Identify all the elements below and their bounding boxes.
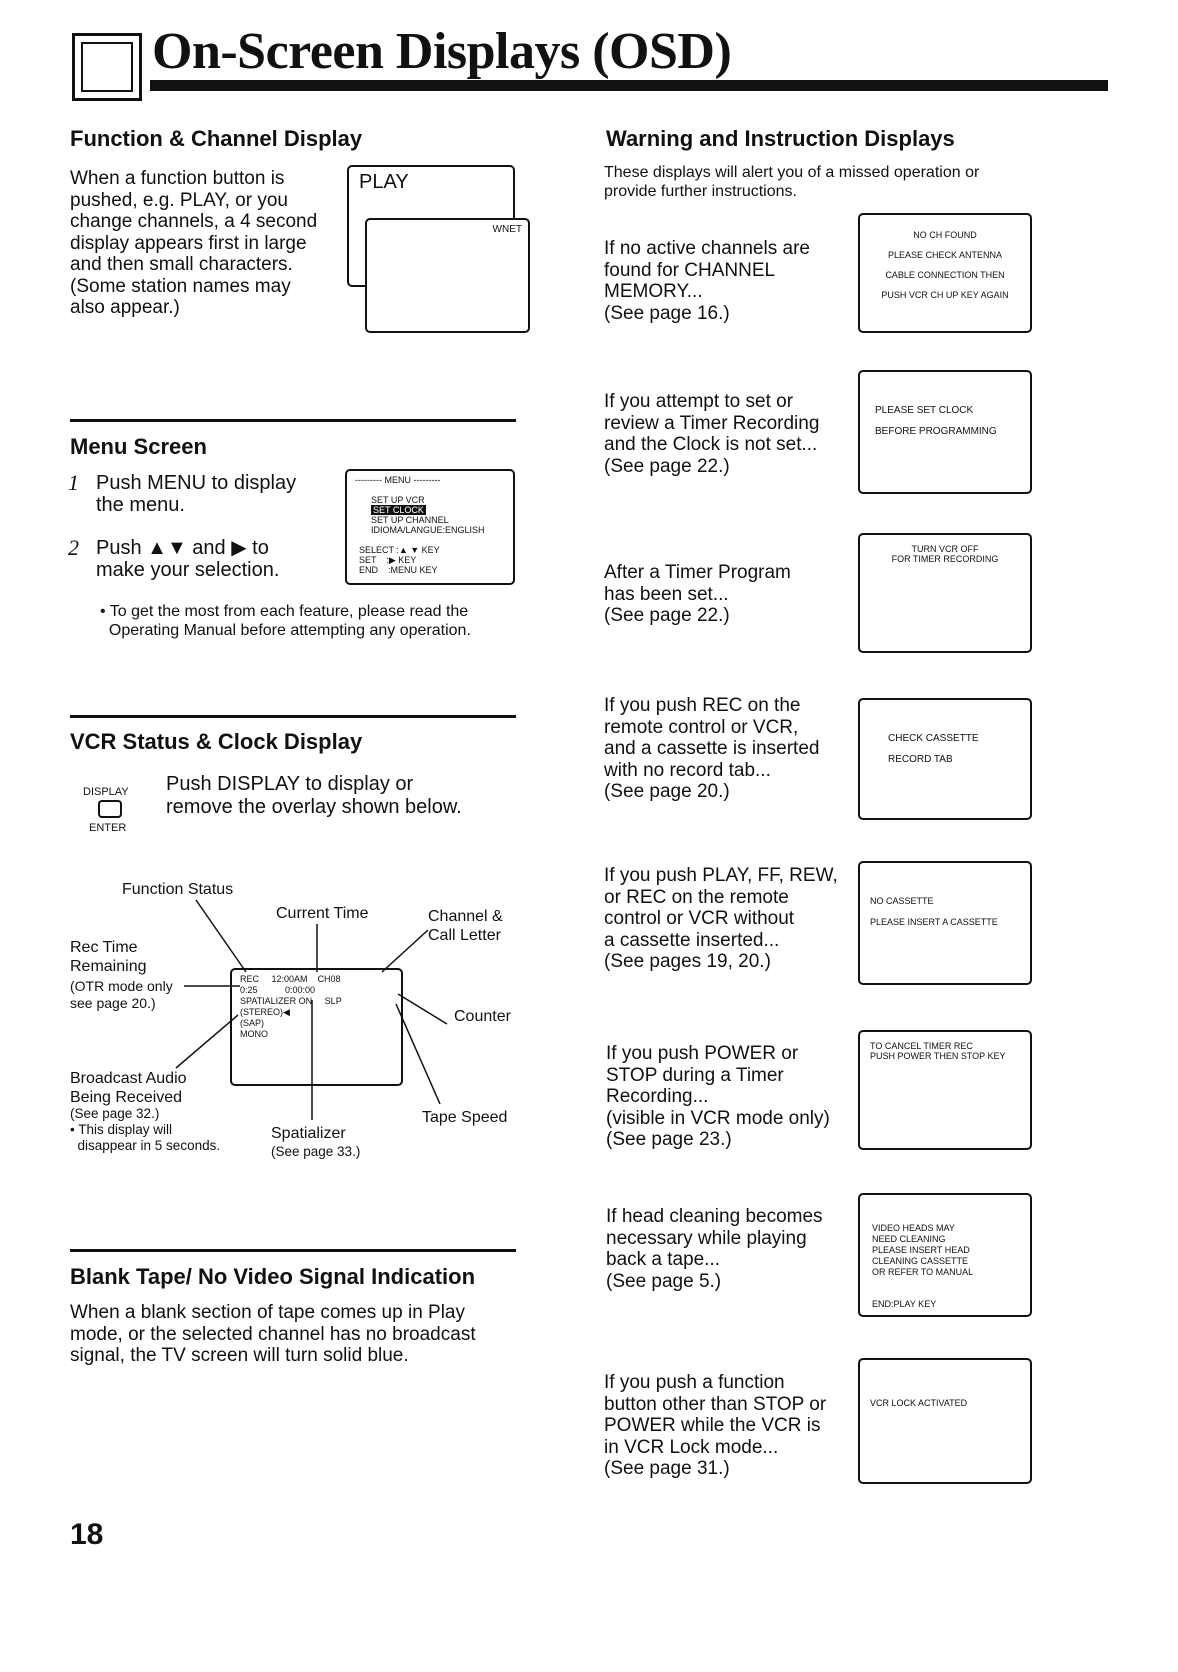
enter-button-label: ENTER [89,822,127,834]
warning-osd-no-cassette [858,861,1032,985]
menu-osd-setup-channel: SET UP CHANNEL [371,515,449,525]
label-broadcast-note: (See page 32.) • This display will disappear in 5 seconds. [70,1106,221,1153]
warning-osd-vcr-lock [858,1358,1032,1484]
function-channel-text: When a function button is pushed, e.g. PLAY, or you change channels, a 4 second display appears first in large and then small characters. (Some station names may also appear.) [70,168,318,318]
osd-text: PLEASE SET CLOCK BEFORE PROGRAMMING [875,405,997,437]
warning-osd-turn-vcr-off [858,533,1032,653]
warning-osd-no-ch-found [858,213,1032,333]
label-spatializer: Spatializer [271,1125,346,1142]
menu-step1-text: Push MENU to display the menu. [96,472,297,516]
warning-text-no-cassette: If you push PLAY, FF, REW, or REC on the remote control or VCR without a cassette inserted... (See pages 19, 20.) [604,865,838,972]
label-rec-time: Rec Time Remaining [70,939,147,975]
warning-text-vcr-lock: If you push a function button other than STOP or POWER while the VCR is in VCR Lock mode... (See page 31.) [604,1372,827,1479]
warning-text-check-cassette: If you push REC on the remote control or VCR, and a cassette is inserted with no record tab... (See page 20.) [604,695,820,802]
osd-text: CHECK CASSETTE RECORD TAB [888,733,979,765]
menu-osd-language: IDIOMA/LANGUE:ENGLISH [371,525,485,535]
label-function-status: Function Status [122,881,234,898]
page-number: 18 [70,1518,104,1551]
osd-large-text: PLAY [359,171,409,193]
label-otr-mode: (OTR mode only see page 20.) [70,978,173,1011]
osd-footer: END:PLAY KEY [872,1299,937,1309]
menu-step1-number: 1 [68,470,79,495]
callout-counter [398,994,447,1024]
label-counter: Counter [454,1008,511,1025]
osd-text: VIDEO HEADS MAY NEED CLEANING PLEASE INSERT HEAD CLEANING CASSETTE OR REFER TO MANUAL [872,1223,974,1277]
menu-note: • To get the most from each feature, please read the Operating Manual before attempting any operation. [100,603,471,639]
warning-osd-set-clock [858,370,1032,494]
display-button-label: DISPLAY [83,786,129,798]
label-broadcast-audio: Broadcast Audio Being Received [70,1070,187,1106]
osd-text: TURN VCR OFF FOR TIMER RECORDING [891,544,999,564]
callout-broadcast-audio [176,1015,238,1068]
vcr-osd-line5: (SAP) [240,1018,265,1028]
warning-osd-cancel-timer [858,1030,1032,1150]
warnings-heading: Warning and Instruction Displays [606,126,955,151]
vcr-status-text: Push DISPLAY to display or remove the overlay shown below. [166,773,462,818]
osd-text: NO CASSETTE PLEASE INSERT A CASSETTE [870,896,998,927]
label-channel-call-letter: Channel & Call Letter [428,908,503,944]
osd-text: NO CH FOUND PLEASE CHECK ANTENNA CABLE CONNECTION THEN PUSH VCR CH UP KEY AGAIN [881,230,1009,300]
menu-step2-text: Push ▲▼ and ▶ to make your selection. [96,537,280,581]
menu-osd-select: SELECT :▲ ▼ KEY [359,545,440,555]
warning-text-cancel-timer: If you push POWER or STOP during a Timer Recording... (visible in VCR mode only) (See page 23.) [606,1043,830,1150]
callout-channel [382,930,428,972]
blank-tape-heading: Blank Tape/ No Video Signal Indication [70,1264,476,1289]
menu-step2-number: 2 [68,535,79,560]
warning-osd-head-cleaning [858,1193,1032,1317]
label-spatializer-page: (See page 33.) [271,1144,361,1159]
warning-text-turn-vcr-off: After a Timer Program has been set... (See page 22.) [604,562,791,626]
function-channel-heading: Function & Channel Display [70,126,363,151]
page-title: On-Screen Displays (OSD) [152,23,732,80]
warning-text-no-ch-found: If no active channels are found for CHANNEL MEMORY... (See page 16.) [604,238,810,324]
osd-text: TO CANCEL TIMER REC PUSH POWER THEN STOP KEY [870,1041,1006,1061]
vcr-status-heading: VCR Status & Clock Display [70,729,363,754]
menu-osd-setup-vcr: SET UP VCR [371,495,425,505]
callout-tape-speed [396,1004,440,1104]
vcr-osd-line1: REC 12:00AM CH08 [240,974,341,984]
blank-tape-text: When a blank section of tape comes up in Play mode, or the selected channel has no broadcast signal, the TV screen will turn solid blue. [70,1302,476,1366]
callout-function-status [196,900,246,972]
vcr-osd-line2: 0:25 0:00:00 [240,985,316,995]
warnings-intro: These displays will alert you of a missed operation or provide further instructions. [604,164,980,200]
menu-heading: Menu Screen [70,434,207,459]
warning-text-head-cleaning: If head cleaning becomes necessary while playing back a tape... (See page 5.) [606,1206,823,1292]
blank-tape-rule [70,1249,516,1252]
warning-text-set-clock: If you attempt to set or review a Timer Recording and the Clock is not set... (See page 22.) [604,391,820,477]
osd-text: VCR LOCK ACTIVATED [870,1398,968,1408]
vcr-osd-line3: SPATIALIZER ON SLP [240,996,342,1006]
menu-osd-set-clock: SET CLOCK [373,505,424,515]
menu-osd-set: SET :▶ KEY [359,555,417,565]
vcr-osd-line6: MONO [240,1029,268,1039]
osd-small-text: WNET [492,224,522,235]
menu-osd-end: END :MENU KEY [359,565,438,575]
warning-osd-check-cassette [858,698,1032,820]
label-current-time: Current Time [276,905,369,922]
label-tape-speed: Tape Speed [422,1109,508,1126]
vcr-osd-line4: (STEREO)◀ [240,1007,290,1017]
menu-osd-title: --------- MENU --------- [355,475,441,485]
